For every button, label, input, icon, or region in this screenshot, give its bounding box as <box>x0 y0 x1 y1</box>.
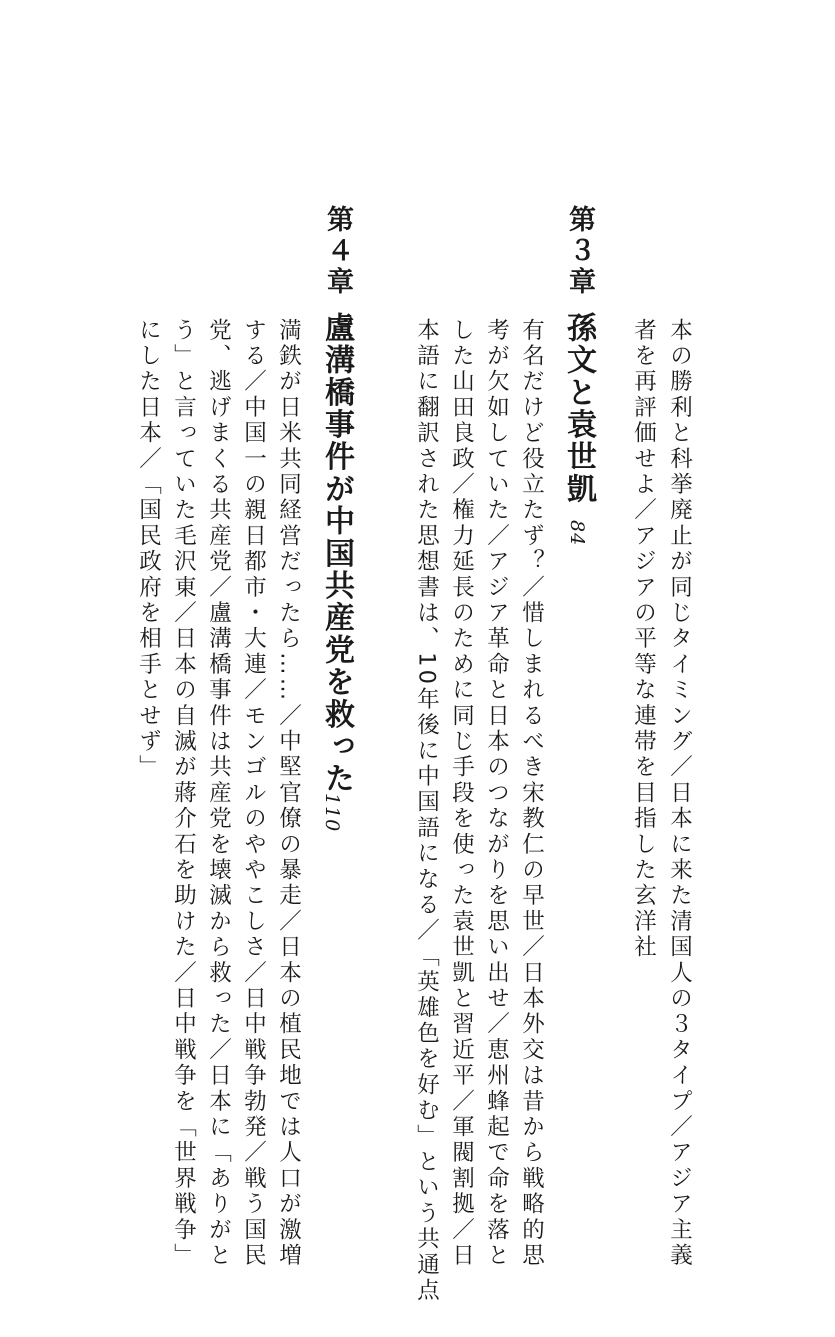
chapter-4-summary-line-2: する／中国一の親日都市・大連／モンゴルのややこしさ／日中戦争勃発／戦う国民 <box>240 318 267 1269</box>
chapter-3-summary-line-3: した山田良政／権力延長のために同じ手段を使った袁世凱と習近平／軍閥割拠／日 <box>448 318 475 1269</box>
chapter-4-page-number: 110 <box>321 793 343 833</box>
ch3-tail-line-2: 者を再評価せよ／アジアの平等な連帯を目指した玄洋社 <box>630 318 657 961</box>
chapter-3-title: 孫文と袁世凱 <box>561 312 596 506</box>
chapter-3-summary-line-4: 本語に翻訳された思想書は、10年後に中国語になる／「英雄色を好む」という共通点 <box>413 318 440 1304</box>
chapter-4-summary-line-3: 党、逃げまくる共産党／盧溝橋事件は共産党を壊滅から救った／日本に「ありがと <box>205 318 232 1269</box>
chapter-4-summary-line-5: にした日本／「国民政府を相手とせず」 <box>135 318 162 781</box>
chapter-4-title: 盧溝橋事件が中国共産党を救った <box>319 312 354 795</box>
chapter-3-summary-line-1: 有名だけど役立たず？／惜しまれるべき宋教仁の早世／日本外交は昔から戦略的思 <box>518 318 545 1269</box>
chapter-4-summary-line-1: 満鉄が日米共同経営だったら……／中堅官僚の暴走／日本の植民地では人口が激増 <box>275 318 302 1269</box>
chapter-3-label: 第３章 <box>564 205 595 298</box>
chapter-3-page-number: 84 <box>566 520 588 547</box>
chapter-4-summary-line-4: う」と言っていた毛沢東／日本の自滅が蔣介石を助けた／日中戦争を「世界戦争」 <box>170 318 197 1269</box>
ch3-tail-line-1: 本の勝利と科挙廃止が同じタイミング／日本に来た清国人の３タイプ／アジア主義 <box>666 318 693 1269</box>
chapter-3-summary-line-2: 考が欠如していた／アジア革命と日本のつながりを思い出せ／恵州蜂起で命を落と <box>483 318 510 1269</box>
chapter-4-label: 第４章 <box>322 205 353 298</box>
